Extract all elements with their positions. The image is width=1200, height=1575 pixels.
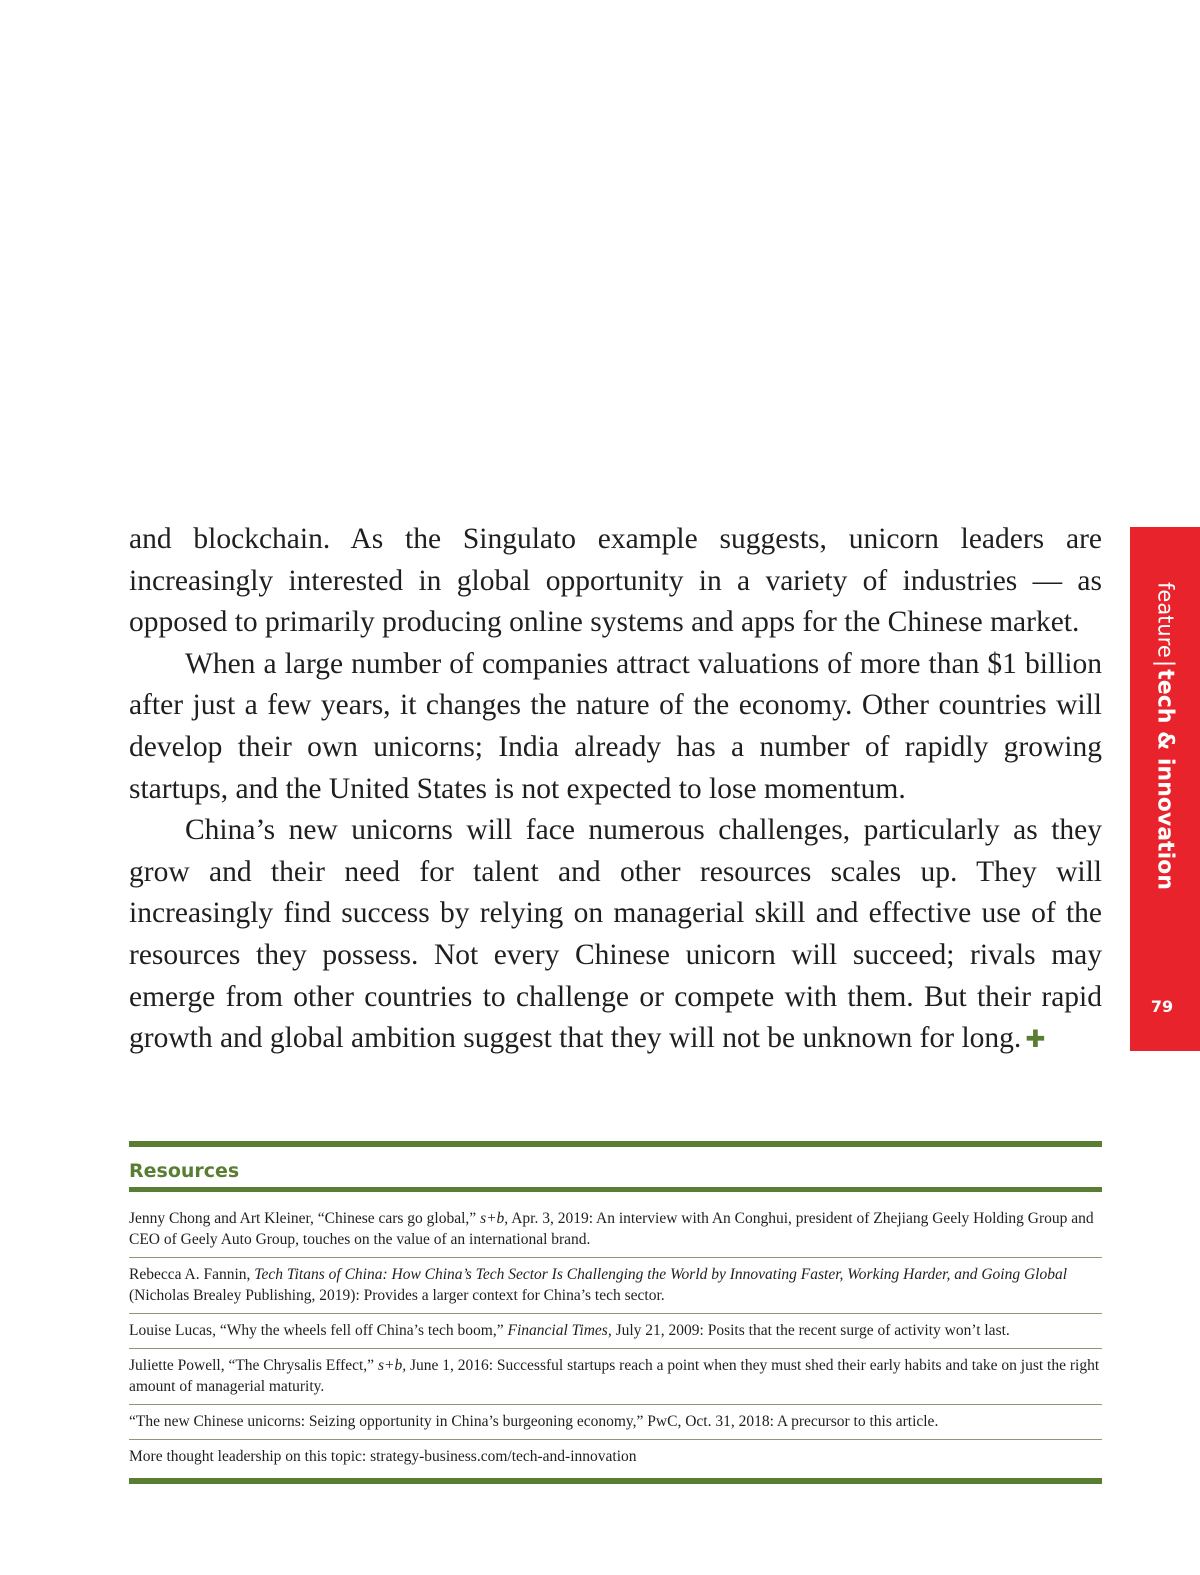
resource-source: Tech Titans of China: How China’s Tech Sector Is Challenging the World by Innovating Faster, Working Harder, and Going Global	[254, 1266, 1068, 1283]
resource-text: Rebecca A. Fannin,	[129, 1266, 255, 1283]
resource-item	[129, 1258, 1102, 1314]
resource-text: “The new Chinese unicorns: Seizing opportunity in China’s burgeoning economy,” PwC, Oct. 31, 2018: A precursor to this article.	[129, 1413, 939, 1430]
paragraph	[129, 810, 1102, 1061]
resources-list	[129, 1202, 1102, 1474]
resource-source: s+b,	[377, 1357, 407, 1374]
resource-source: Financial Times,	[507, 1322, 612, 1339]
paragraph: When a large number of companies attract valuations of more than $1 billion after just a few years, it changes the nature of the economy. Other countries will develop their own unicorns; India already has a number of rapidly growing startups, and the United States is not expected to lose momentum.	[129, 647, 1102, 805]
resource-item	[129, 1349, 1102, 1405]
article-body	[129, 519, 1102, 1061]
resources-box	[129, 1141, 1102, 1484]
resource-source: s+b,	[480, 1210, 509, 1227]
section-name: tech & innovation	[1152, 669, 1178, 890]
section-label	[1151, 582, 1180, 890]
resource-text: Apr. 3, 2019: An interview with An Conghui, president of Zhejiang Geely Holding Group and CEO of Geely Auto Group, touches on the value of an international brand.	[129, 1210, 1094, 1248]
resources-heading-rule	[129, 1187, 1102, 1192]
resource-text: Juliette Powell, “The Chrysalis Effect,”	[129, 1357, 378, 1374]
resource-item	[129, 1314, 1102, 1349]
section-tab	[1130, 527, 1200, 1051]
resource-item	[129, 1202, 1102, 1258]
section-separator: |	[1152, 659, 1178, 668]
resource-text: Louise Lucas, “Why the wheels fell off China’s tech boom,”	[129, 1322, 508, 1339]
paragraph: and blockchain. As the Singulato example suggests, unicorn leaders are increasingly interested in global opportunity in a variety of industries — as opposed to primarily producing online systems and apps for the Chinese market.	[129, 523, 1102, 639]
resource-text: July 21, 2009: Posits that the recent surge of activity won’t last.	[611, 1322, 1010, 1339]
resource-link[interactable]: More thought leadership on this topic: strategy-business.com/tech-and-innovation	[129, 1448, 637, 1465]
resources-heading: Resources	[129, 1160, 240, 1182]
resource-link-item[interactable]	[129, 1440, 1102, 1474]
resource-text: (Nicholas Brealey Publishing, 2019): Provides a larger context for China’s tech sector.	[129, 1287, 665, 1304]
paragraph-text: China’s new unicorns will face numerous challenges, particularly as they grow and their need for talent and other resources scales up. They will increasingly find success by relying on managerial skill and effective use of the resources they possess. Not every Chinese unicorn will succeed; rivals may emerge from other countries to challenge or compete with them. But their rapid growth and global ambition suggest that they will not be unknown for long.	[129, 814, 1102, 1055]
page-number: 79	[1150, 997, 1174, 1016]
resource-item	[129, 1405, 1102, 1440]
resource-text: Jenny Chong and Art Kleiner, “Chinese cars go global,”	[129, 1210, 481, 1227]
end-mark-icon: ✚	[1025, 1025, 1046, 1054]
section-kicker: feature	[1153, 582, 1178, 658]
resource-text: June 1, 2016: Successful startups reach a point when they must shed their early habits and take on just the right amount of managerial maturity.	[129, 1357, 1100, 1395]
resources-bottom-rule	[129, 1478, 1102, 1484]
